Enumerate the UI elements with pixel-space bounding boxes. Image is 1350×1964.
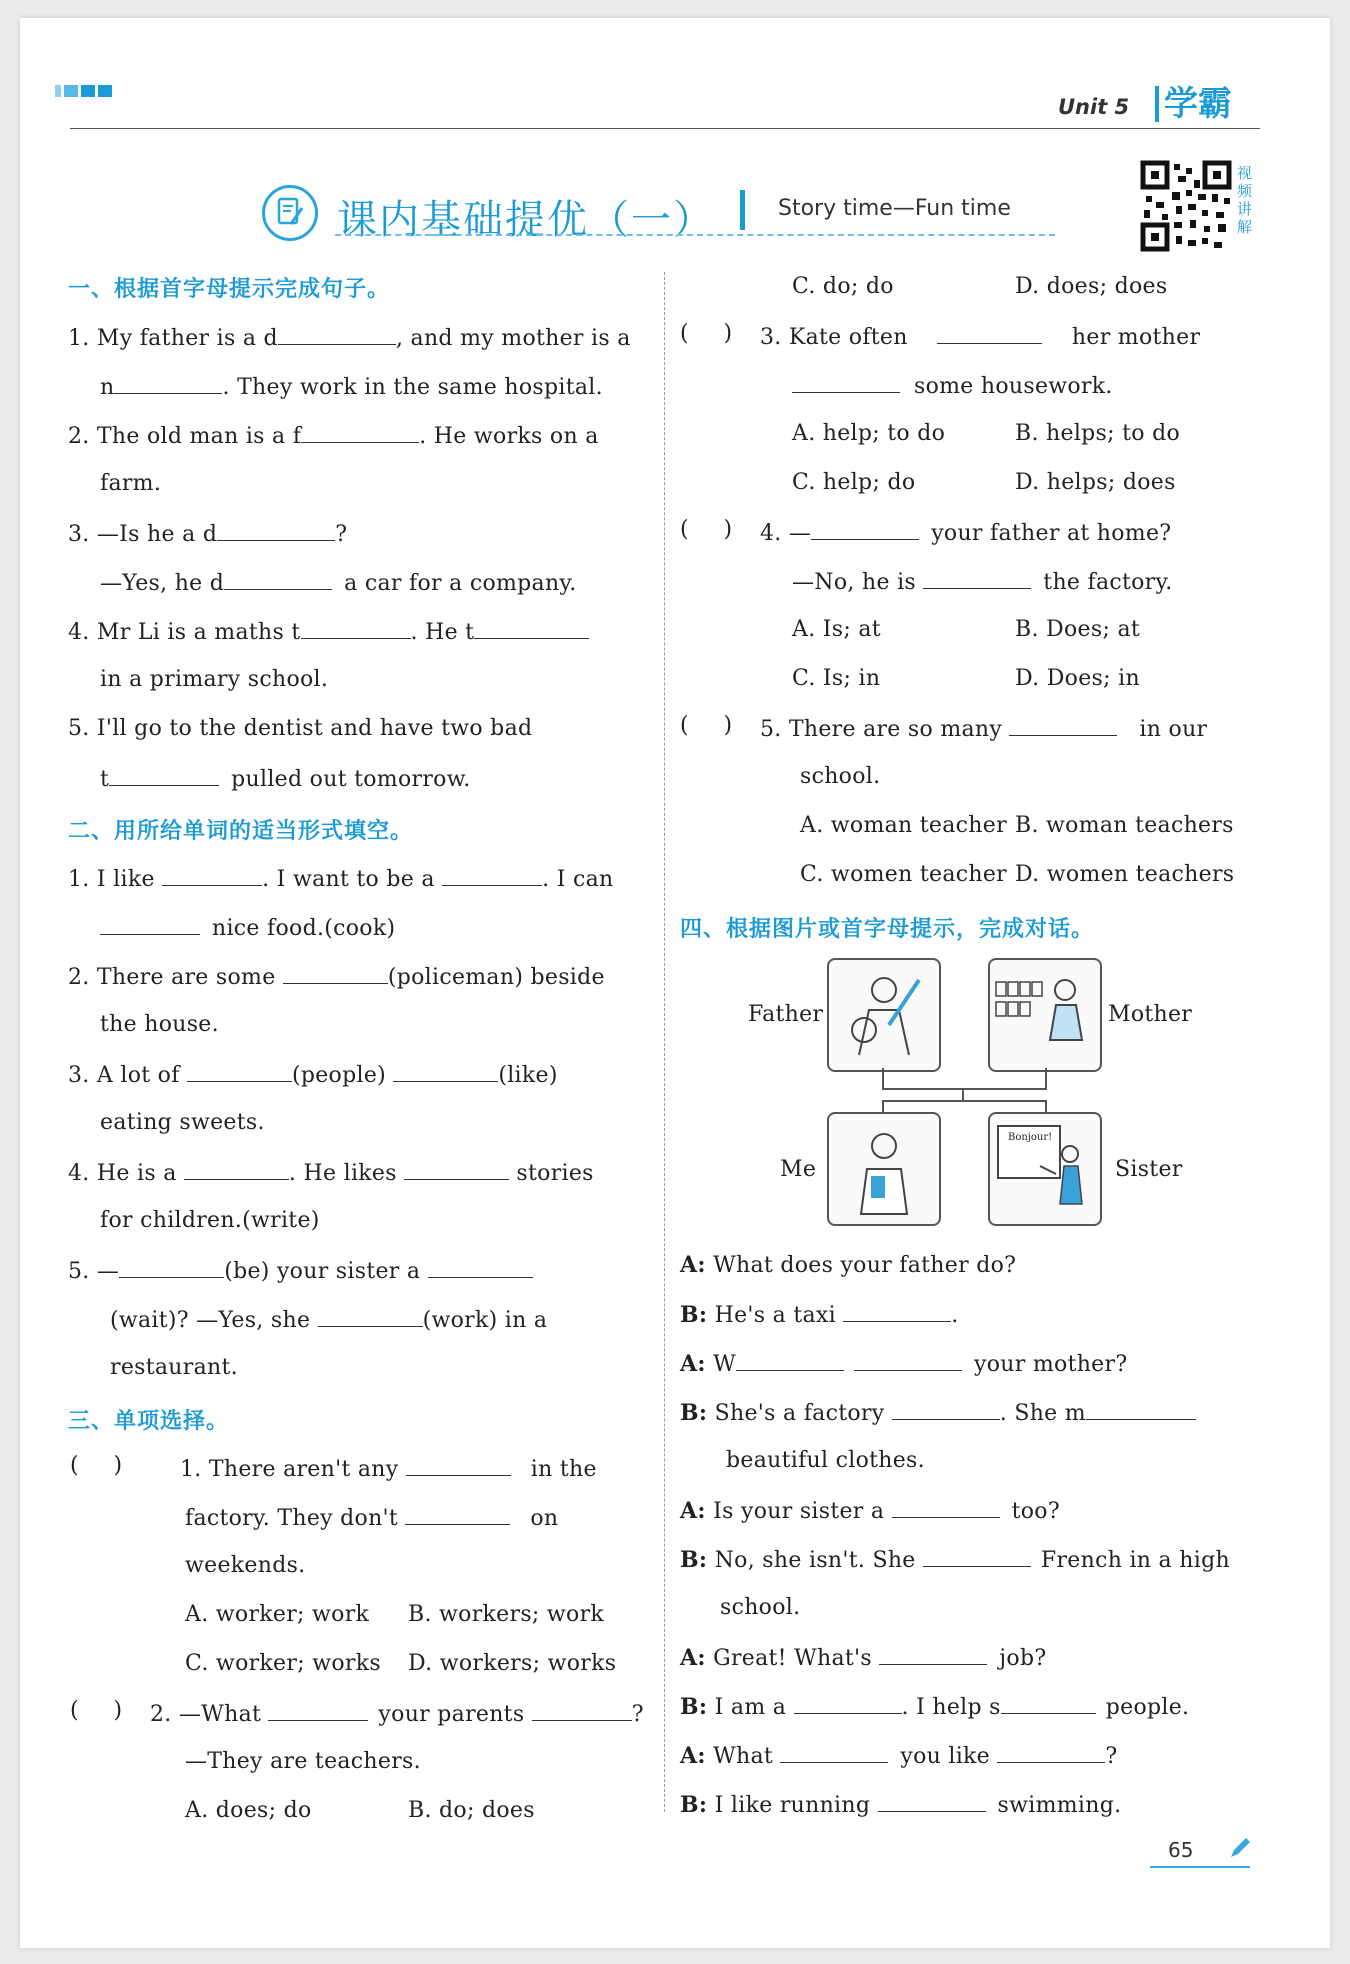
s1-line-2: n . They work in the same hospital. <box>100 371 603 403</box>
blank[interactable] <box>843 1299 951 1322</box>
s2-line-7: 4. He is a . He likes stories <box>68 1157 594 1189</box>
q5-option-c[interactable]: C. women teacher <box>800 862 1007 887</box>
blank[interactable] <box>119 1255 224 1278</box>
blank[interactable] <box>406 1453 511 1476</box>
page-title: 课内基础提优（一） <box>337 197 715 243</box>
header-rule <box>70 128 1260 129</box>
blank[interactable] <box>794 1691 902 1714</box>
blank[interactable] <box>1086 1397 1196 1420</box>
family-tree-line <box>882 1068 1047 1090</box>
page-subtitle: Story time—Fun time <box>778 196 1011 221</box>
section-1-heading: 一、根据首字母提示完成句子。 <box>68 277 391 302</box>
blank[interactable] <box>474 616 589 639</box>
q2-option-b[interactable]: B. do; does <box>408 1798 535 1823</box>
s2-line-10: (wait)? —Yes, she (work) in a <box>110 1304 547 1336</box>
q5-line-2: school. <box>800 764 881 789</box>
q2-line-2: —They are teachers. <box>185 1749 421 1774</box>
pencil-note-icon <box>262 185 318 241</box>
q5-option-b[interactable]: B. woman teachers <box>1015 813 1234 838</box>
q2-line-1: 2. —What your parents ? <box>150 1698 644 1730</box>
board-text: Bonjour! <box>1008 1132 1053 1143</box>
q4-line-1: 4. — your father at home? <box>760 517 1171 549</box>
blank[interactable] <box>892 1397 1000 1420</box>
q2-option-a[interactable]: A. does; do <box>185 1798 312 1823</box>
q3-option-b[interactable]: B. helps; to do <box>1015 421 1181 446</box>
column-divider <box>664 272 665 1812</box>
blank[interactable] <box>283 961 388 984</box>
family-tree-line <box>882 1100 1047 1114</box>
q4-line-2: —No, he is the factory. <box>792 566 1173 598</box>
sister-teacher-image <box>988 1112 1102 1226</box>
blank[interactable] <box>114 371 222 394</box>
q5-option-a[interactable]: A. woman teacher <box>800 813 1007 838</box>
dialogue-line-11: A: What you like ? <box>680 1740 1117 1772</box>
dialogue-line-10: B: I am a . I help s people. <box>680 1691 1189 1723</box>
blank[interactable] <box>442 863 542 886</box>
page-number: 65 <box>1168 1838 1194 1862</box>
label-me: Me <box>780 1157 817 1182</box>
pencil-icon <box>1228 1836 1252 1864</box>
dialogue-line-8: school. <box>720 1595 801 1620</box>
q3-option-d[interactable]: D. helps; does <box>1015 470 1176 495</box>
blank[interactable] <box>879 1642 987 1665</box>
q1-line-3: weekends. <box>185 1553 306 1578</box>
dialogue-line-12: B: I like running swimming. <box>680 1789 1121 1821</box>
q2-option-c[interactable]: C. do; do <box>792 274 894 299</box>
dialogue-line-5: beautiful clothes. <box>726 1448 925 1473</box>
s1-line-6: —Yes, he d a car for a company. <box>100 567 577 599</box>
title-underline <box>335 234 1055 236</box>
blank[interactable] <box>1009 713 1117 736</box>
blank[interactable] <box>404 1157 509 1180</box>
s2-line-1: 1. I like . I want to be a . I can <box>68 863 614 895</box>
s1-line-7: 4. Mr Li is a maths t . He t <box>68 616 589 648</box>
s2-line-2: nice food.(cook) <box>100 912 395 944</box>
dialogue-line-9: A: Great! What's job? <box>680 1642 1046 1674</box>
s1-line-4: farm. <box>100 471 162 496</box>
q5-line-1: 5. There are so many in our <box>760 713 1207 745</box>
blank[interactable] <box>100 912 200 935</box>
dialogue-line-4: B: She's a factory . She m <box>680 1397 1196 1429</box>
s1-line-10: t pulled out tomorrow. <box>100 763 471 795</box>
blank[interactable] <box>780 1740 888 1763</box>
page-number-rule <box>1150 1866 1250 1868</box>
s1-line-1: 1. My father is a d , and my mother is a <box>68 322 631 354</box>
blank[interactable] <box>428 1255 533 1278</box>
blank[interactable] <box>854 1348 962 1371</box>
q3-option-a[interactable]: A. help; to do <box>792 421 946 446</box>
s2-line-9: 5. — (be) your sister a <box>68 1255 533 1287</box>
answer-paren-2[interactable]: ( ) <box>70 1698 123 1723</box>
blank[interactable] <box>301 420 419 443</box>
label-sister: Sister <box>1115 1157 1183 1182</box>
blank[interactable] <box>217 518 335 541</box>
blank[interactable] <box>301 616 411 639</box>
answer-paren-3[interactable]: ( ) <box>680 321 733 346</box>
title-bar <box>740 190 745 230</box>
dialogue-line-3: A: W your mother? <box>680 1348 1127 1380</box>
blank[interactable] <box>532 1698 632 1721</box>
blank[interactable] <box>405 1502 510 1525</box>
blank[interactable] <box>811 517 919 540</box>
s2-line-11: restaurant. <box>110 1355 238 1380</box>
s1-line-9: 5. I'll go to the dentist and have two bad <box>68 716 533 741</box>
header-decoration <box>55 82 115 101</box>
q4-option-a[interactable]: A. Is; at <box>792 617 881 642</box>
q4-option-c[interactable]: C. Is; in <box>792 666 881 691</box>
q1-option-a[interactable]: A. worker; work <box>185 1602 370 1627</box>
answer-paren-5[interactable]: ( ) <box>680 713 733 738</box>
dialogue-line-7: B: No, she isn't. She French in a high <box>680 1544 1230 1576</box>
unit-label: Unit 5 <box>1058 95 1130 119</box>
dialogue-line-2: B: He's a taxi . <box>680 1299 959 1331</box>
dialogue-line-6: A: Is your sister a too? <box>680 1495 1060 1527</box>
s2-line-6: eating sweets. <box>100 1110 265 1135</box>
label-father: Father <box>748 1002 824 1027</box>
blank[interactable] <box>878 1789 986 1812</box>
blank[interactable] <box>224 567 332 590</box>
blank[interactable] <box>187 1059 292 1082</box>
section-2-heading: 二、用所给单词的适当形式填空。 <box>68 819 414 844</box>
q3-line-1: 3. Kate often her mother <box>760 321 1200 353</box>
blank[interactable] <box>923 1544 1031 1567</box>
q1-line-1: 1. There aren't any in the <box>180 1453 597 1485</box>
s2-line-5: 3. A lot of (people) (like) <box>68 1059 558 1091</box>
section-3-heading: 三、单项选择。 <box>68 1409 230 1434</box>
blank[interactable] <box>268 1698 368 1721</box>
father-taxi-driver-image <box>827 958 941 1072</box>
q5-option-d[interactable]: D. women teachers <box>1015 862 1235 887</box>
blank[interactable] <box>1001 1691 1096 1714</box>
s2-line-3: 2. There are some (policeman) beside <box>68 961 605 993</box>
s1-line-3: 2. The old man is a f . He works on a <box>68 420 599 452</box>
s2-line-8: for children.(write) <box>100 1208 320 1233</box>
answer-paren-4[interactable]: ( ) <box>680 517 733 542</box>
section-4-heading: 四、根据图片或首字母提示，完成对话。 <box>680 917 1095 942</box>
q1-option-d[interactable]: D. workers; works <box>408 1651 617 1676</box>
blank[interactable] <box>393 1059 498 1082</box>
q1-line-2: factory. They don't on <box>185 1502 558 1534</box>
blank[interactable] <box>162 863 262 886</box>
blank[interactable] <box>892 1495 1000 1518</box>
qr-label: 视频讲解 <box>1237 164 1253 236</box>
qr-code-icon[interactable] <box>1140 160 1232 252</box>
blank[interactable] <box>923 566 1031 589</box>
dialogue-line-1: A: What does your father do? <box>680 1252 1017 1278</box>
answer-paren-1[interactable]: ( ) <box>70 1453 123 1478</box>
q4-option-b[interactable]: B. Does; at <box>1015 617 1141 642</box>
q2-option-d[interactable]: D. does; does <box>1015 274 1168 299</box>
s2-line-4: the house. <box>100 1012 219 1037</box>
q1-option-b[interactable]: B. workers; work <box>408 1602 605 1627</box>
brand-logo: 学霸 <box>1155 86 1232 122</box>
s1-line-5: 3. —Is he a d ? <box>68 518 347 550</box>
q1-option-c[interactable]: C. worker; works <box>185 1651 381 1676</box>
label-mother: Mother <box>1108 1002 1193 1027</box>
q3-line-2: some housework. <box>792 370 1113 402</box>
blank[interactable] <box>184 1157 289 1180</box>
blank[interactable] <box>792 370 900 393</box>
blank[interactable] <box>997 1740 1105 1763</box>
mother-factory-worker-image <box>988 958 1102 1072</box>
blank[interactable] <box>109 763 219 786</box>
blank[interactable] <box>937 321 1042 344</box>
q4-option-d[interactable]: D. Does; in <box>1015 666 1140 691</box>
blank[interactable] <box>278 322 396 345</box>
me-doctor-image <box>827 1112 941 1226</box>
blank[interactable] <box>318 1304 423 1327</box>
blank[interactable] <box>736 1348 844 1371</box>
s1-line-8: in a primary school. <box>100 667 329 692</box>
q3-option-c[interactable]: C. help; do <box>792 470 916 495</box>
